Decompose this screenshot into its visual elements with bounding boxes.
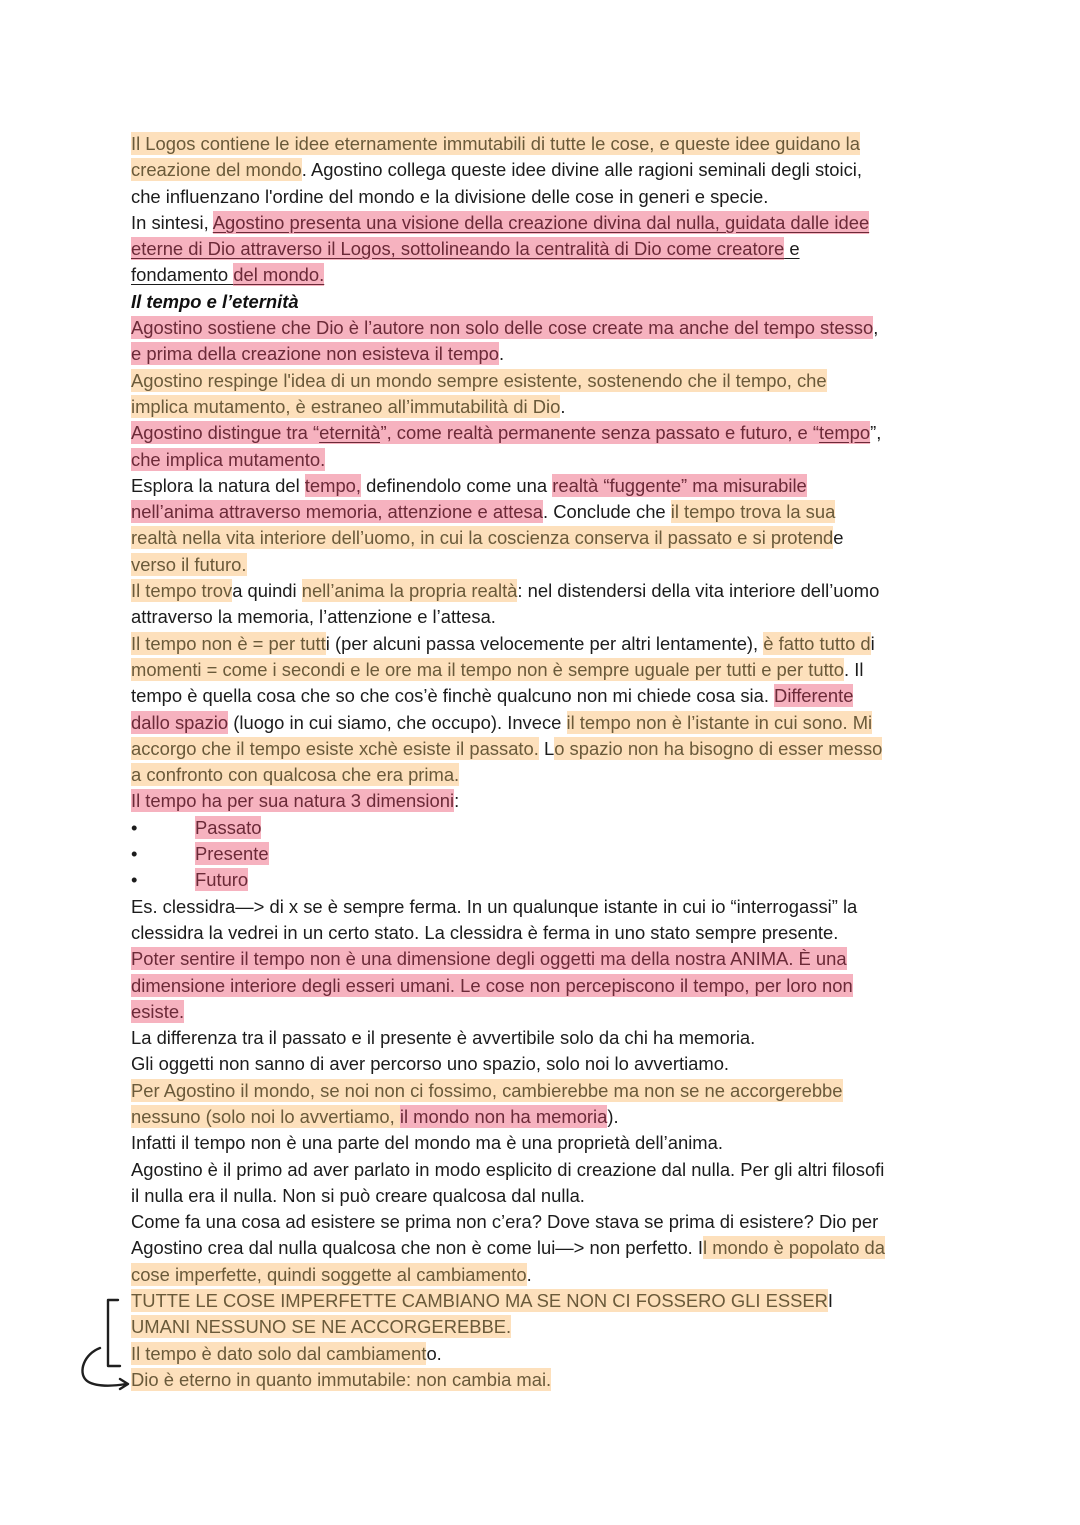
text-line: [131, 631, 971, 657]
highlighted-text: implica mutamento, è estraneo all’immutabilità di Dio: [131, 395, 561, 417]
text-segment: Agostino crea dal nulla qualcosa che non è come lui—> non perfetto. I: [131, 1237, 704, 1259]
highlighted-text: e prima della creazione non esisteva il tempo: [131, 343, 500, 365]
text-line: [131, 525, 971, 551]
highlighted-text: Agostino respinge l'idea di un mondo sempre esistente, sostenendo che il tempo, che: [131, 369, 827, 391]
bracket-arrow-annotation: [78, 1290, 138, 1402]
text-line: [131, 210, 971, 236]
text-segment: i (per alcuni passa velocemente per altri lentamente),: [325, 632, 764, 654]
highlighted-text: Agostino distingue tra “: [131, 422, 320, 444]
text-segment: il nulla era il nulla. Non si può creare qualcosa dal nulla.: [131, 1184, 585, 1206]
text-line: [131, 499, 971, 525]
text-segment: I: [827, 1290, 834, 1312]
text-segment: La differenza tra il passato e il presente è avvertibile solo da chi ha memoria.: [131, 1027, 756, 1049]
text-line: [131, 131, 971, 157]
text-line: [131, 946, 971, 972]
text-line: [131, 1025, 971, 1051]
text-segment: clessidra la vedrei in un certo stato. La clessidra è ferma in uno stato sempre presente.: [131, 921, 839, 943]
text-line: [131, 815, 971, 841]
text-line: [131, 867, 971, 893]
highlighted-text: eternità: [319, 422, 381, 444]
highlighted-text: Per Agostino il mondo, se noi non ci fossimo, cambierebbe ma non se ne accorgerebbe: [131, 1079, 843, 1101]
text-line: [131, 1314, 971, 1340]
text-line: [131, 683, 971, 709]
text-segment: . Agostino collega queste idee divine alle ragioni seminali degli stoici,: [301, 159, 862, 181]
text-line: [131, 999, 971, 1025]
highlighted-text: l mondo è popolato da: [703, 1237, 886, 1259]
highlighted-text: eterne di Dio attraverso il Logos, sottolineando la centralità di Dio come creatore: [131, 238, 785, 260]
highlighted-text: esiste.: [131, 1000, 185, 1022]
highlighted-text: UMANI NESSUNO SE NE ACCORGEREBBE.: [131, 1316, 512, 1338]
text-segment: . Il: [844, 658, 864, 680]
text-line: [131, 1367, 971, 1393]
highlighted-text: Passato: [195, 816, 262, 838]
text-segment: L: [538, 737, 555, 759]
highlighted-text: il tempo trova la sua: [670, 501, 836, 523]
highlighted-text: Differente: [774, 685, 854, 707]
highlighted-text: Il Logos contiene le idee eternamente immutabili di tutte le cose, e queste idee guidano la: [131, 133, 860, 154]
text-line: [131, 578, 971, 604]
text-line: [131, 1078, 971, 1104]
text-segment: i: [870, 632, 875, 654]
text-line: [131, 289, 971, 315]
text-line: [131, 1104, 971, 1130]
text-segment: tempo è quella cosa che so che cos’è finchè qualcuno non mi chiede cosa sia.: [131, 685, 775, 707]
text-line: [131, 420, 971, 446]
text-line: [131, 604, 971, 630]
highlighted-text: del mondo.: [233, 264, 325, 286]
text-line: [131, 262, 971, 288]
text-line: [131, 447, 971, 473]
highlighted-text: tempo: [819, 422, 871, 444]
highlighted-text: il mondo non ha memoria: [399, 1105, 608, 1127]
text-segment: che influenzano l'ordine del mondo e la divisione delle cose in generi e specie.: [131, 185, 769, 207]
text-line: [131, 157, 971, 183]
highlighted-text: il tempo non è l’istante in cui sono. Mi: [566, 711, 873, 733]
text-line: [131, 762, 971, 788]
highlighted-text: a confronto con qualcosa che era prima.: [131, 764, 460, 786]
highlighted-text: Il tempo ha per sua natura 3 dimensioni: [131, 790, 455, 812]
highlighted-text: Poter sentire il tempo non è una dimensione degli oggetti ma della nostra ANIMA. È una: [131, 948, 847, 970]
highlighted-text: che implica mutamento.: [131, 448, 326, 470]
text-segment: (luogo in cui siamo, che occupo). Invece: [228, 711, 567, 733]
text-line: [131, 894, 971, 920]
highlighted-text: realtà nella vita interiore dell’uomo, in cui la coscienza conserva il passato e si protend: [131, 527, 834, 549]
text-line: [131, 1130, 971, 1156]
text-segment: ,: [873, 317, 879, 339]
text-line: [131, 315, 971, 341]
highlighted-text: creazione del mondo: [131, 159, 302, 181]
text-line: [131, 1157, 971, 1183]
text-line: [131, 1183, 971, 1209]
text-segment: : nel distendersi della vita interiore dell’uomo: [517, 580, 880, 602]
highlighted-text: nell’anima attraverso memoria, attenzione e attesa: [131, 501, 543, 523]
text-segment: a quindi: [232, 580, 302, 602]
highlighted-text: Agostino sostiene che Dio è l’autore non solo delle cose create ma anche del tempo stesso: [131, 317, 874, 339]
text-line: [131, 394, 971, 420]
text-line: [131, 710, 971, 736]
section-heading: Il tempo e l’eternità: [131, 290, 299, 312]
text-segment: Infatti il tempo non è una parte del mondo ma è una proprietà dell’anima.: [131, 1132, 723, 1154]
text-segment: attraverso la memoria, l’attenzione e l’attesa.: [131, 606, 496, 628]
text-segment: e: [833, 527, 844, 549]
highlighted-text: accorgo che il tempo esiste xchè esiste il passato.: [131, 737, 539, 759]
bullet-marker: •: [131, 843, 138, 865]
text-line: [131, 736, 971, 762]
text-line: [131, 1262, 971, 1288]
text-line: [131, 1051, 971, 1077]
text-line: [131, 1209, 971, 1235]
text-line: [131, 1235, 971, 1261]
text-line: [131, 368, 971, 394]
highlighted-text: cose imperfette, quindi soggette al cambiamento: [131, 1263, 527, 1285]
text-line: [131, 552, 971, 578]
text-line: [131, 341, 971, 367]
highlighted-text: TUTTE LE COSE IMPERFETTE CAMBIANO MA SE NON CI FOSSERO GLI ESSER: [131, 1290, 828, 1312]
highlighted-text: momenti = come i secondi e le ore ma il tempo non è sempre uguale per tutti e per tutto: [131, 658, 845, 680]
text-line: [131, 1288, 971, 1314]
text-line: [131, 788, 971, 814]
highlighted-text: dimensione interiore degli esseri umani. Le cose non percepiscono il tempo, per loro non: [131, 974, 853, 996]
text-segment: Gli oggetti non sanno di aver percorso uno spazio, solo noi lo avvertiamo.: [131, 1053, 730, 1075]
highlighted-text: Dio è eterno in quanto immutabile: non cambia mai.: [131, 1368, 552, 1390]
text-line: [131, 920, 971, 946]
text-segment: Esplora la natura del: [131, 474, 305, 496]
highlighted-text: Il tempo è dato solo dal cambiament: [131, 1342, 427, 1364]
highlighted-text: verso il futuro.: [131, 553, 247, 575]
text-segment: .: [560, 395, 566, 417]
text-segment: Come fa una cosa ad esistere se prima non c’era? Dove stava se prima di esistere? Dio per: [131, 1211, 879, 1233]
text-segment: o.: [426, 1342, 442, 1364]
notes-text: [131, 131, 971, 1393]
highlighted-text: è fatto tutto d: [763, 632, 871, 654]
text-segment: Agostino è il primo ad aver parlato in modo esplicito di creazione dal nulla. Per gli altri filosofi: [131, 1158, 885, 1180]
text-line: [131, 657, 971, 683]
highlighted-text: nessuno (solo noi lo avvertiamo,: [131, 1105, 400, 1127]
text-line: [131, 841, 971, 867]
text-segment: .: [526, 1263, 532, 1285]
highlighted-text: Il tempo non è = per tutt: [131, 632, 326, 654]
text-segment: .: [499, 343, 505, 365]
square-bracket-mark: [108, 1300, 120, 1366]
highlighted-text: Il tempo trov: [131, 580, 233, 602]
highlighted-text: dallo spazio: [131, 711, 229, 733]
text-segment: Es. clessidra—> di x se è sempre ferma. In un qualunque istante in cui io “interrogassi” la: [131, 895, 858, 917]
text-segment: In sintesi,: [131, 211, 213, 233]
text-line: [131, 236, 971, 262]
bullet-marker: •: [131, 816, 138, 838]
text-segment: ”,: [870, 422, 882, 444]
highlighted-text: Futuro: [195, 869, 249, 891]
highlighted-text: Presente: [195, 843, 269, 865]
highlighted-text: tempo,: [304, 474, 362, 496]
text-segment: fondamento: [131, 264, 234, 286]
text-line: [131, 184, 971, 210]
text-segment: e: [784, 238, 800, 260]
text-line: [131, 473, 971, 499]
highlighted-text: Agostino presenta una visione della creazione divina dal nulla, guidata dalle idee: [212, 211, 870, 233]
bullet-marker: •: [131, 869, 138, 891]
text-segment: . Conclude che: [542, 501, 671, 523]
highlighted-text: nell’anima la propria realtà: [301, 580, 518, 602]
text-segment: ).: [607, 1105, 619, 1127]
text-segment: :: [454, 790, 460, 812]
highlighted-text: ”, come realtà permanente senza passato e futuro, e “: [380, 422, 819, 444]
text-line: [131, 973, 971, 999]
text-segment: definendolo come una: [361, 474, 553, 496]
highlighted-text: realtà “fuggente” ma misurabile: [552, 474, 807, 496]
highlighted-text: o spazio non ha bisogno di esser messo: [554, 737, 883, 759]
text-line: [131, 1341, 971, 1367]
